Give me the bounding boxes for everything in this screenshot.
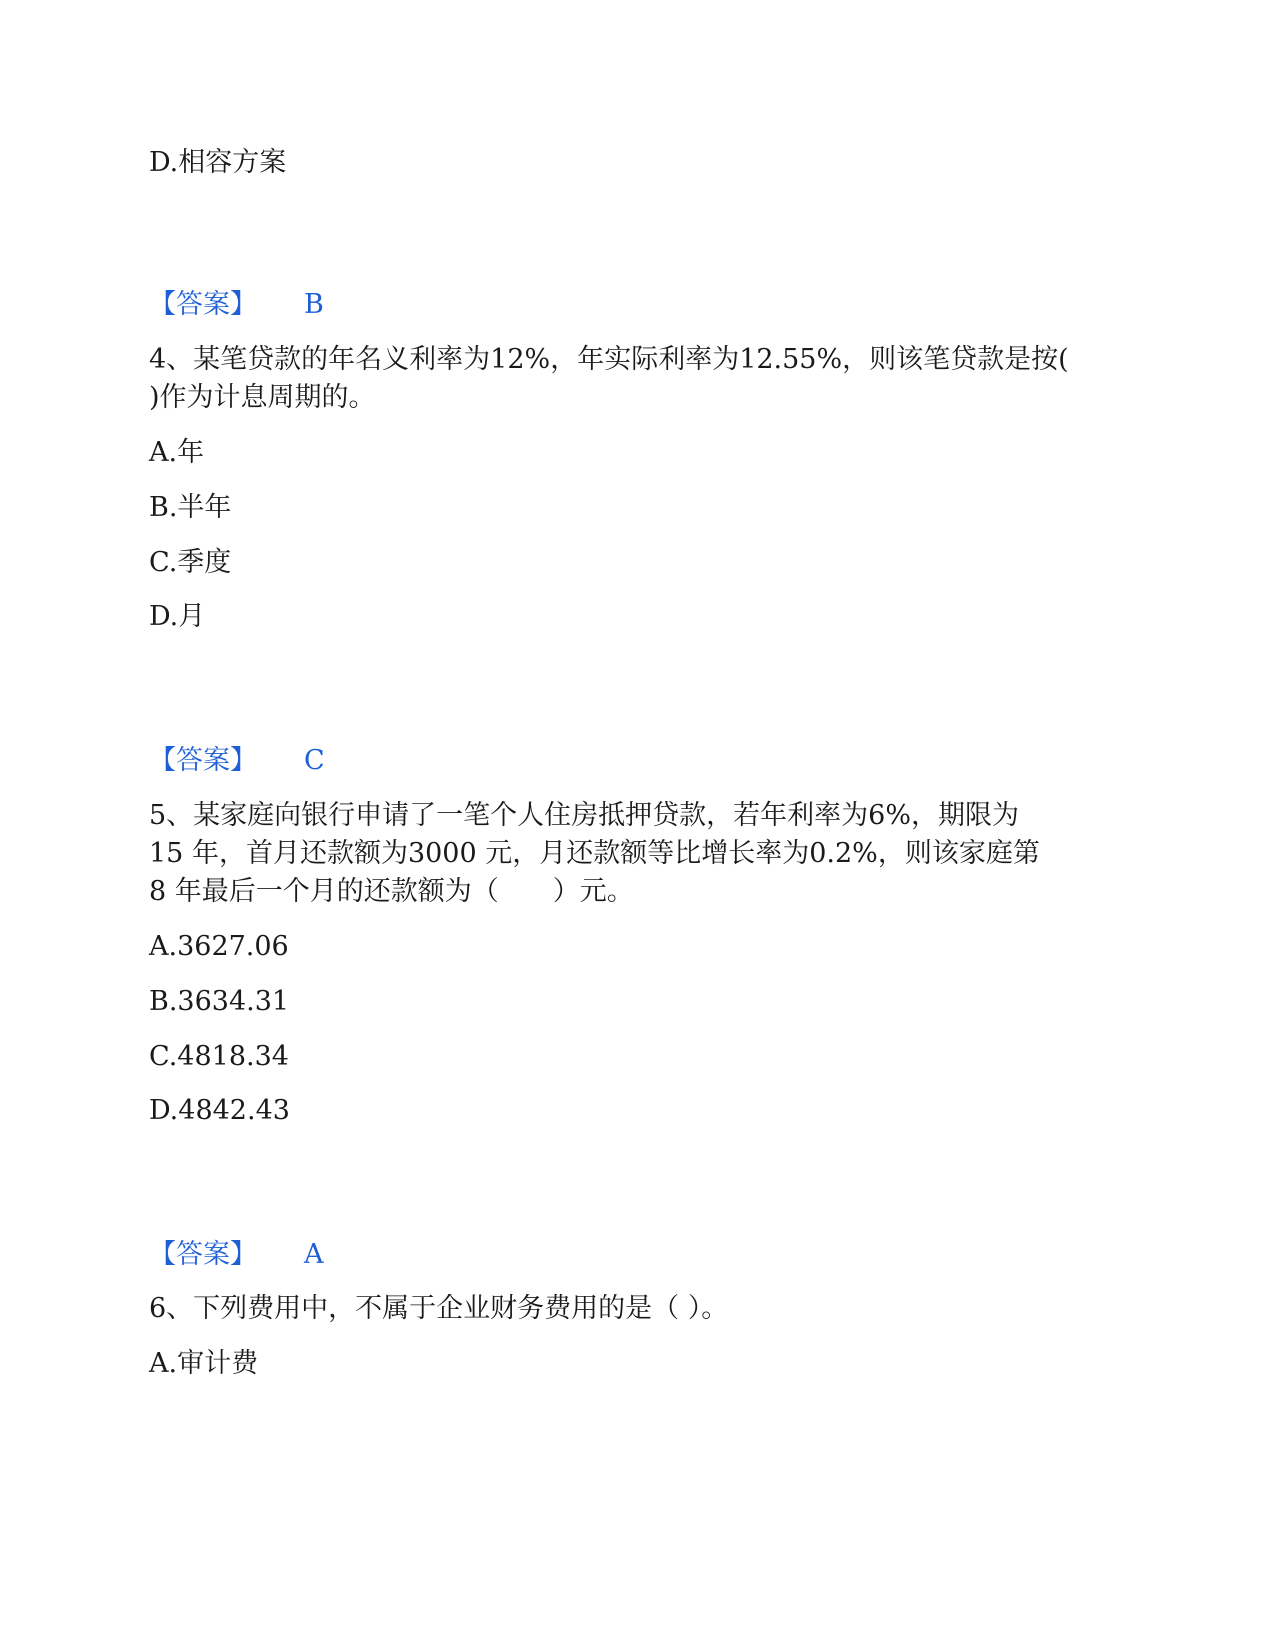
question-5-option-b: B.3634.31 bbox=[149, 986, 290, 1017]
question-4-option-d: D.月 bbox=[149, 601, 206, 632]
answer-label: 【答案】 bbox=[149, 1239, 257, 1270]
question-5-option-c: C.4818.34 bbox=[149, 1041, 289, 1072]
answer-value: C bbox=[304, 745, 325, 776]
prev-option-d: D.相容方案 bbox=[149, 147, 287, 178]
question-4-stem-line-2: )作为计息周期的。 bbox=[149, 382, 376, 413]
question-5-stem-line-2: 15 年，首月还款额为3000 元，月还款额等比增长率为0.2%，则该家庭第 bbox=[149, 838, 1040, 869]
question-5-stem-line-1: 5、某家庭向银行申请了一笔个人住房抵押贷款，若年利率为6%，期限为 bbox=[149, 800, 1020, 831]
question-6-stem-line-1: 6、下列费用中，不属于企业财务费用的是（ ）。 bbox=[149, 1293, 729, 1324]
question-4-option-a: A.年 bbox=[149, 437, 205, 468]
answer-label: 【答案】 bbox=[149, 289, 257, 320]
question-5-option-a: A.3627.06 bbox=[149, 931, 289, 962]
answer-label: 【答案】 bbox=[149, 745, 257, 776]
answer-value: A bbox=[304, 1239, 324, 1270]
question-4-option-c: C.季度 bbox=[149, 547, 232, 578]
answer-4 bbox=[149, 741, 325, 781]
question-6-option-a: A.审计费 bbox=[149, 1348, 259, 1379]
question-5-stem-line-3: 8 年最后一个月的还款额为（ ）元。 bbox=[149, 876, 634, 907]
question-4-option-b: B.半年 bbox=[149, 492, 232, 523]
answer-value: B bbox=[304, 289, 324, 320]
question-5-option-d: D.4842.43 bbox=[149, 1095, 290, 1126]
question-4-stem-line-1: 4、某笔贷款的年名义利率为12%，年实际利率为12.55%，则该笔贷款是按( bbox=[149, 344, 1069, 375]
answer-5 bbox=[149, 1235, 324, 1275]
answer-3 bbox=[149, 285, 324, 325]
